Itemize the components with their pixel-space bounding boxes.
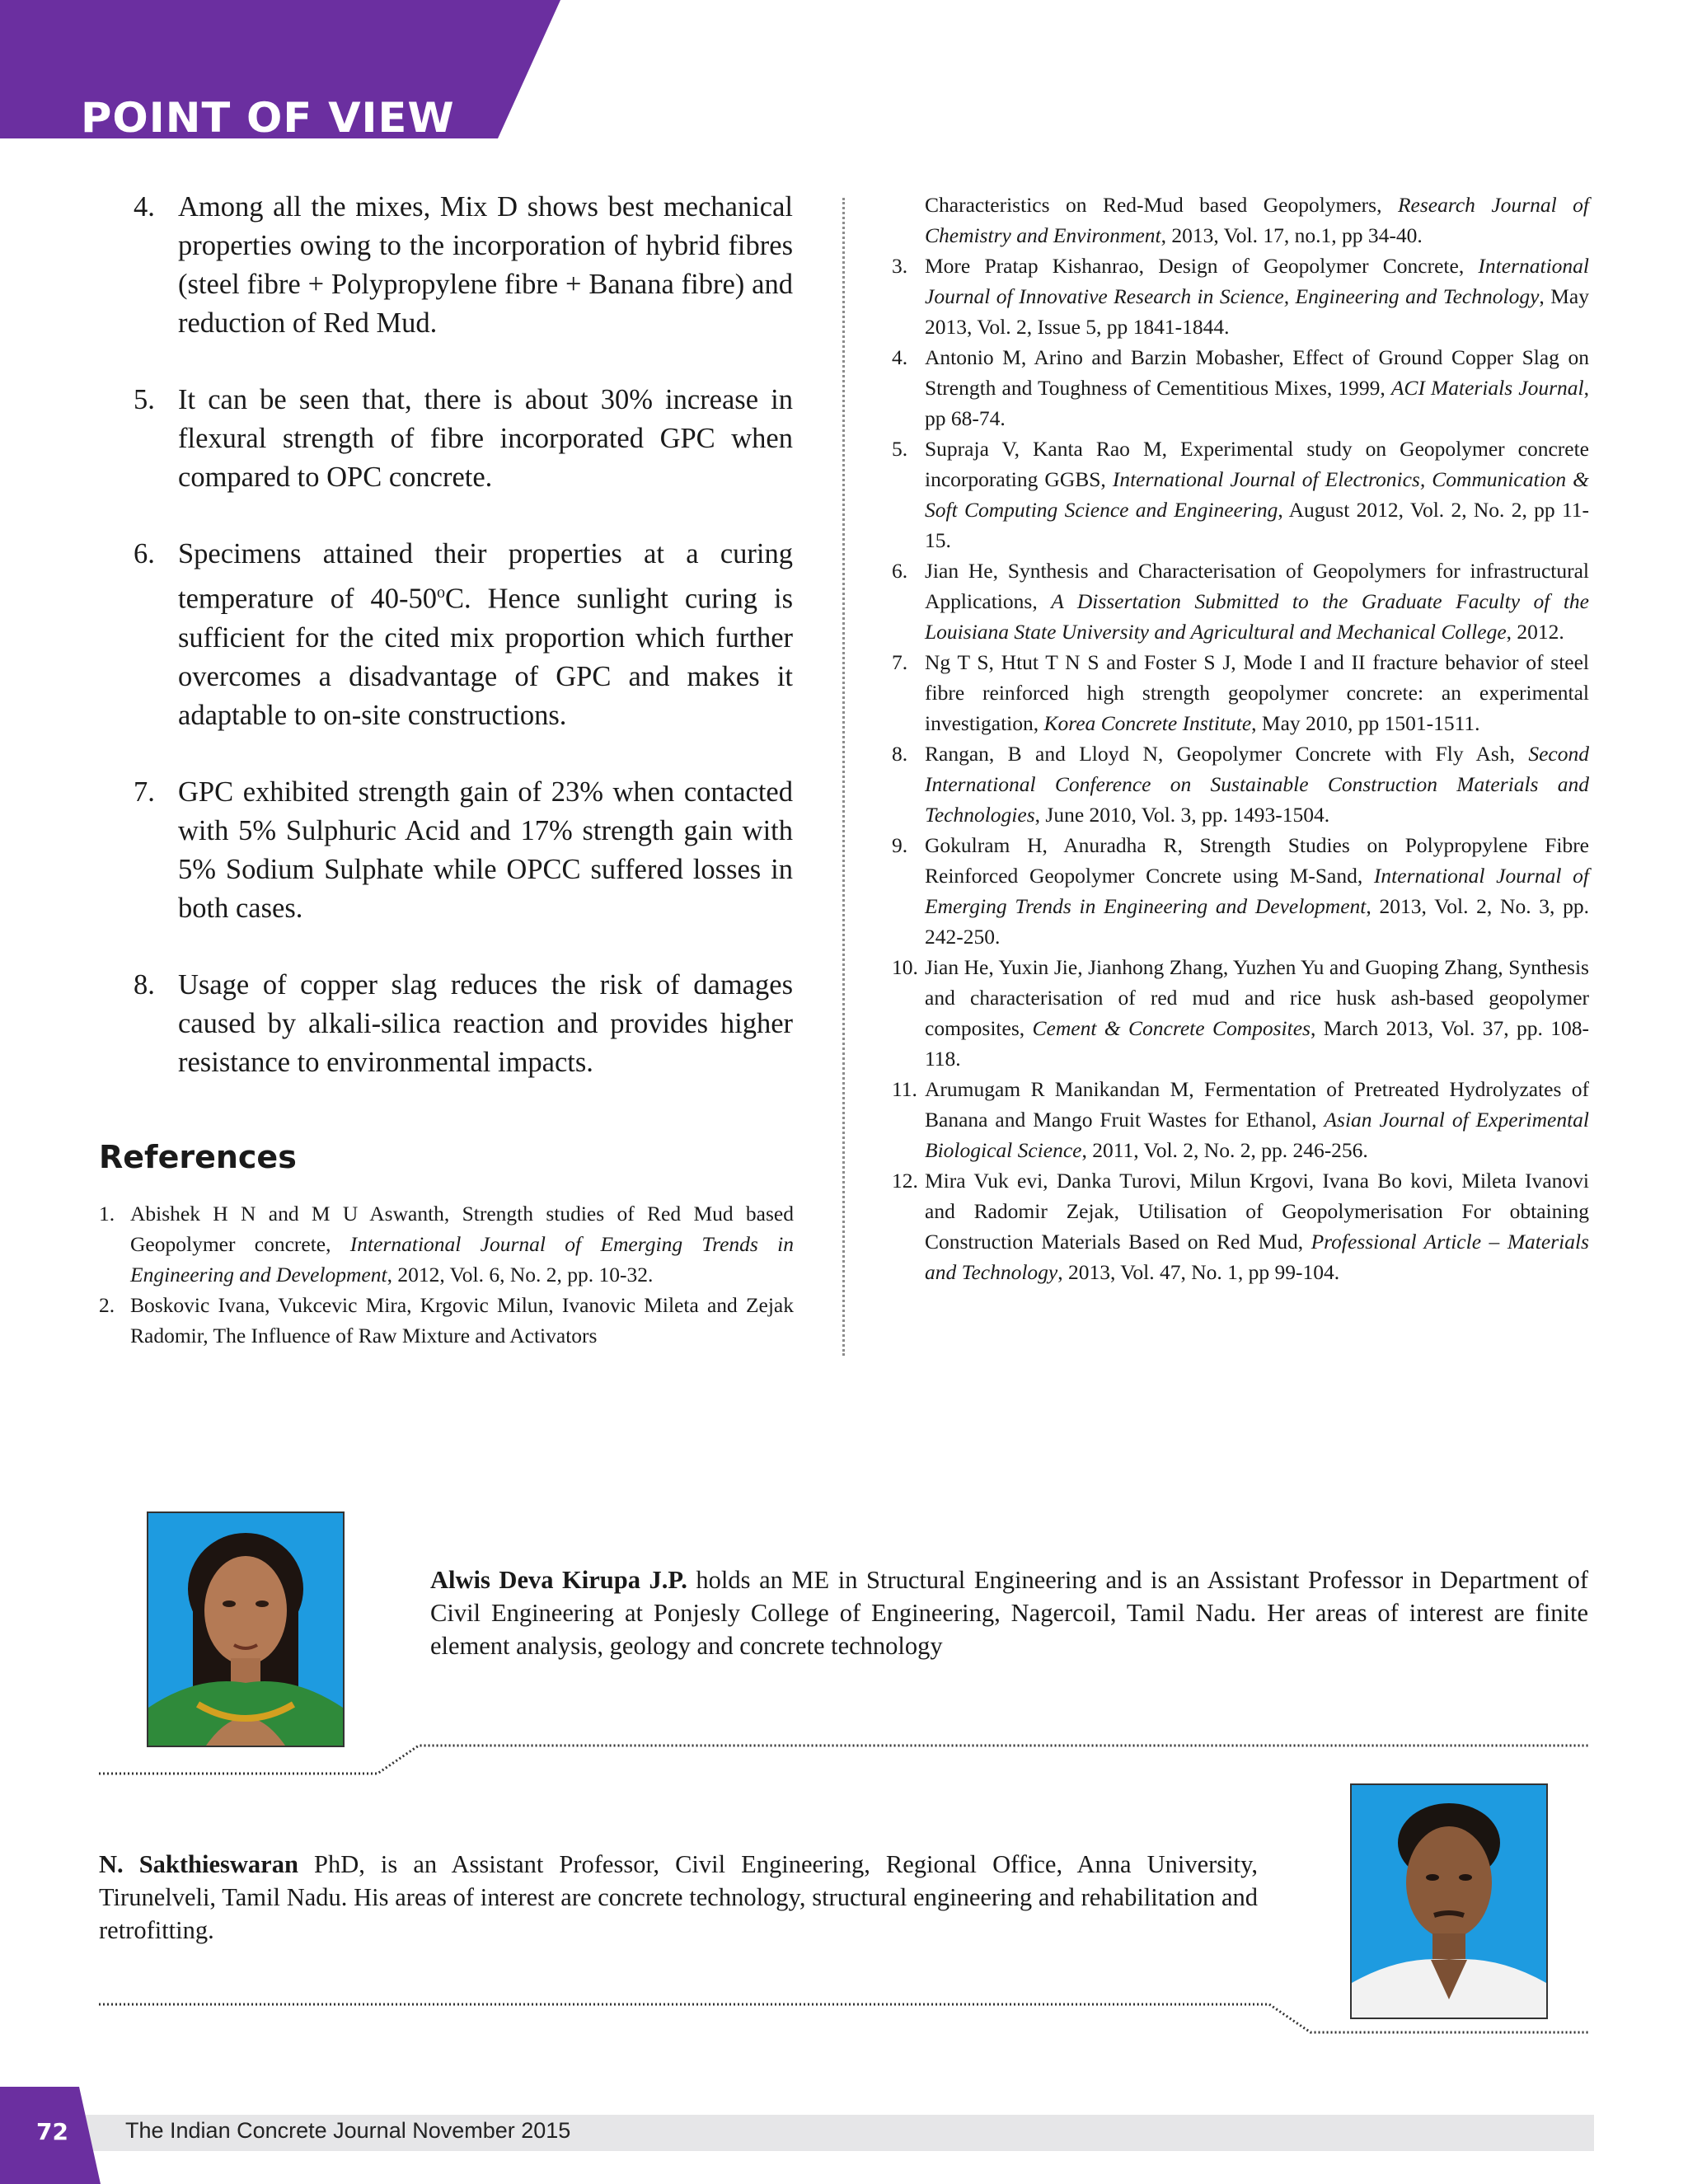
author-bio: Alwis Deva Kirupa J.P. holds an ME in Structural Engineering and is an Assistant Professor in Department of Civil Engineering at Ponjesly College of Engineering, Nagercoil, Tamil Nadu. Her areas of interest are finite element analysis, geology and concrete technology: [430, 1566, 1588, 1660]
reference-item: 8. Rangan, B and Lloyd N, Geopolymer Concrete with Fly Ash, Second International Conference on Sustainable Construction Materials and Technologies, June 2010, Vol. 3, pp. 1493-1504.: [892, 742, 1589, 827]
reference-item: 12. Mira Vuk evi, Danka Turovi, Milun Krgovi, Ivana Bo kovi, Mileta Ivanovi and Radomir Zejak, Utilisation of Geopolymerisation For obtaining Construction Materials Based on Red Mud, Professional Article – Materials and Technology, 2013, Vol. 47, No. 1, pp 99-104.: [892, 1169, 1589, 1284]
list-item: 7. GPC exhibited strength gain of 23% when contacted with 5% Sulphuric Acid and 17% strength gain with 5% Sodium Sulphate while OPCC suffered losses in both cases.: [134, 776, 793, 924]
reference-item-continued: Characteristics on Red-Mud based Geopolymers, Research Journal of Chemistry and Environment, 2013, Vol. 17, no.1, pp 34-40.: [925, 193, 1589, 247]
journal-name: The Indian Concrete Journal November 2015: [125, 2118, 571, 2143]
reference-item: 7. Ng T S, Htut T N S and Foster S J, Mode I and II fracture behavior of steel fibre reinforced high strength geopolymer concrete: an experimental investigation, Korea Concrete Institute, May 2010, pp 1501-1511.: [892, 650, 1589, 735]
reference-2-part-2: Characteristics on Red-Mud based Geopolymers,: [925, 193, 1398, 217]
list-item: 4. Among all the mixes, Mix D shows best mechanical properties owing to the incorporation of hybrid fibres (steel fibre + Polypropylene fibre + Banana fibre) and reduction of Red Mud.: [134, 191, 793, 339]
reference-item: 11. Arumugam R Manikandan M, Fermentation of Pretreated Hydrolyzates of Banana and Mango Fruit Wastes for Ethanol, Asian Journal of Experimental Biological Science, 2011, Vol. 2, No. 2, pp. 246-256.: [892, 1077, 1589, 1162]
author-photo: [1350, 1783, 1548, 2019]
reference-item: 2. Boskovic Ivana, Vukcevic Mira, Krgovic Milun, Ivanovic Mileta and Zejak Radomir, The Influence of Raw Mixture and Activators: [99, 1293, 794, 1347]
list-item: 6. Specimens attained their properties at a curing temperature of 40-50$^o$C. Hence sunlight curing is sufficient for the cited mix proportion which further overcomes a disadvantage of GPC and makes it adaptable to on-site constructions.: [134, 538, 793, 731]
reference-2-part-1: Boskovic Ivana, Vukcevic Mira, Krgovic Milun, Ivanovic Mileta and Zejak Radomir, The Influence of Raw Mixture and Activators: [130, 1293, 794, 1347]
reference-item: 6. Jian He, Synthesis and Characterisation of Geopolymers for infrastructural Applications, A Dissertation Submitted to the Graduate Faculty of the Louisiana State University and Agricultural and Mechanical College, 2012.: [892, 559, 1589, 644]
list-item: 5. It can be seen that, there is about 30% increase in flexural strength of fibre incorporated GPC when compared to OPC concrete.: [134, 384, 793, 493]
reference-item: 1. Abishek H N and M U Aswanth, Strength studies of Red Mud based Geopolymer concrete, International Journal of Emerging Trends in Engineering and Development, 2012, Vol. 6, No. 2, pp. 10-32.: [99, 1202, 794, 1286]
reference-item: 9. Gokulram H, Anuradha R, Strength Studies on Polypropylene Fibre Reinforced Geopolymer Concrete using M-Sand, International Journal of Emerging Trends in Engineering and Development, 2013, Vol. 2, No. 3, pp. 242-250.: [892, 833, 1590, 949]
reference-item: 3. More Pratap Kishanrao, Design of Geopolymer Concrete, International Journal of Innovative Research in Science, Engineering and Technology, May 2013, Vol. 2, Issue 5, pp 1841-1844.: [892, 254, 1589, 339]
references-heading: References: [99, 1139, 297, 1175]
person-portrait-icon: [1352, 1785, 1546, 2018]
reference-item: 5. Supraja V, Kanta Rao M, Experimental study on Geopolymer concrete incorporating GGBS, International Journal of Electronics, Communication & Soft Computing Science and Engineering, August 2012, Vol. 2, No. 2, pp 11-15.: [892, 437, 1589, 552]
page-number: 72: [36, 2118, 68, 2145]
section-title: POINT OF VIEW: [81, 94, 455, 142]
reference-item: 10. Jian He, Yuxin Jie, Jianhong Zhang, Yuzhen Yu and Guoping Zhang, Synthesis and characterisation of red mud and rice husk ash-based geopolymer composites, Cement & Concrete Composites, March 2013, Vol. 37, pp. 108-118.: [892, 955, 1590, 1071]
reference-item: 4. Antonio M, Arino and Barzin Mobasher, Effect of Ground Copper Slag on Strength and Toughness of Cementitious Mixes, 1999, ACI Materials Journal, pp 68-74.: [892, 345, 1589, 430]
list-item: 8. Usage of copper slag reduces the risk of damages caused by alkali-silica reaction and provides higher resistance to environmental impacts.: [134, 968, 793, 1078]
author-bio: N. Sakthieswaran PhD, is an Assistant Professor, Civil Engineering, Regional Office, Anna University, Tirunelveli, Tamil Nadu. His areas of interest are concrete technology, structural engineering and rehabilitation and retrofitting.: [99, 1850, 1258, 1944]
